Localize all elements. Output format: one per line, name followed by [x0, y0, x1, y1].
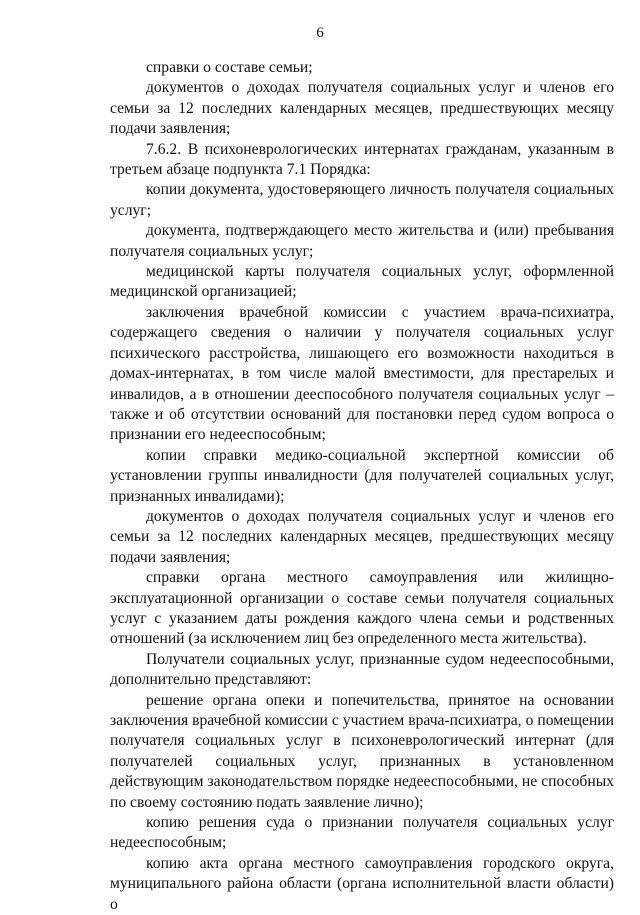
paragraph-medical-card: медицинской карты получателя социальных услуг, оформленной медицинской организацией; [110, 263, 614, 301]
paragraph-income-documents-2: документов о доходах получателя социальных услуг и членов его семьи за 12 последних календарных месяцев, предшествующих месяцу подачи заявления; [110, 507, 614, 566]
paragraph-incapacitated-recipients: Получатели социальных услуг, признанные судом недееспособными, дополнительно представляют: [110, 650, 614, 689]
paragraph-municipal-act: копию акта органа местного самоуправления городского округа, муниципального района области (органа исполнительной власти области) о [110, 854, 614, 913]
page-number: 6 [316, 25, 324, 41]
paragraph-family-certificate: справки о составе семьи; [146, 59, 313, 76]
paragraph-court-decision: копию решения суда о признании получателя социальных услуг недееспособным; [110, 814, 614, 852]
paragraph-section-7-6-2: 7.6.2. В психоневрологических интернатах гражданам, указанным в третьем абзаце подпункта 7.1 Порядка: [110, 140, 614, 179]
document-body [110, 58, 614, 915]
paragraph-guardianship-decision: решение органа опеки и попечительства, принятое на основании заключения врачебной комиссии с участием врача-психиатра, о помещении получателя социальных услуг в психоневрологический интернат (для получателей социальных услуг, признанных в установленном действующим законодательством порядке недееспособными, не способных по своему состоянию подать заявление лично); [110, 691, 614, 811]
paragraph-local-authority-certificate: справки органа местного самоуправления или жилищно-эксплуатационной организации о составе семьи получателя социальных услуг с указанием даты рождения каждого члена семьи и родственных отношений (за исключением лиц без определенного места жительства). [110, 569, 614, 648]
paragraph-residence-document: документа, подтверждающего место жительства и (или) пребывания получателя социальных услуг; [110, 222, 614, 260]
paragraph-disability-certificate: копии справки медико-социальной экспертной комиссии об установлении группы инвалидности (для получателей социальных услуг, признанных инвалидами); [110, 446, 614, 505]
paragraph-income-documents: документов о доходах получателя социальных услуг и членов его семьи за 12 последних календарных месяцев, предшествующих месяцу подачи заявления; [110, 79, 614, 138]
paragraph-medical-commission: заключения врачебной комиссии с участием врача-психиатра, содержащего сведения о наличии у получателя социальных услуг психического расстройства, лишающего его возможности находиться в домах-интернатах, в том числе малой вместимости, для престарелых и инвалидов, а в отношении дееспособного получателя социальных услуг – также и об отсутствии оснований для постановки перед судом вопроса о признании его недееспособным; [110, 303, 614, 444]
paragraph-identity-document: копии документа, удостоверяющего личность получателя социальных услуг; [110, 181, 614, 219]
